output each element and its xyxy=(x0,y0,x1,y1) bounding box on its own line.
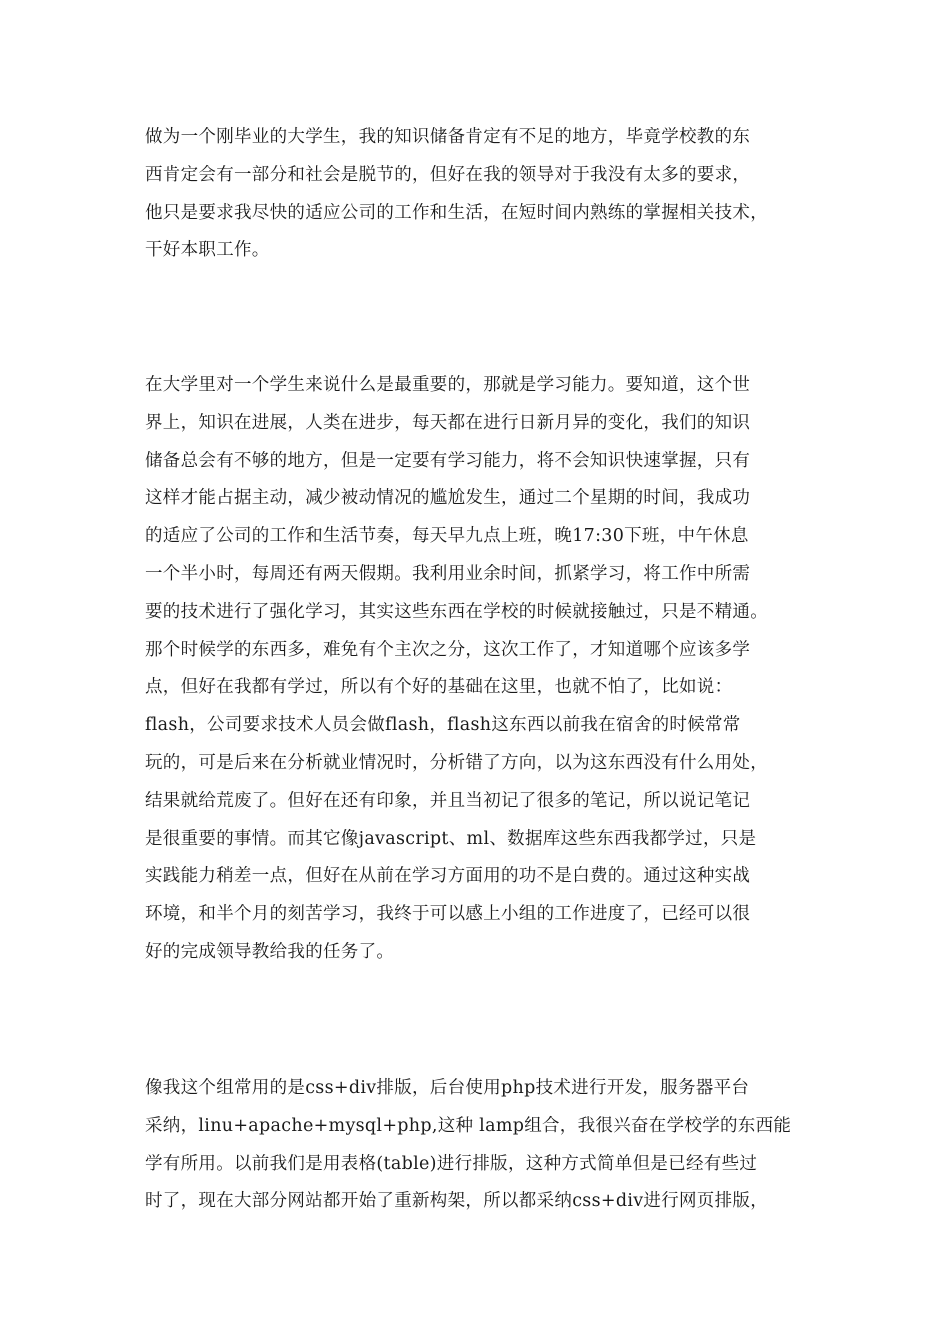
text-line: 做为一个刚毕业的大学生，我的知识储备肯定有不足的地方，毕竟学校教的东 xyxy=(145,127,751,147)
text-line: 在大学里对一个学生来说什么是最重要的，那就是学习能力。要知道，这个世 xyxy=(145,375,751,395)
text-line: 他只是要求我尽快的适应公司的工作和生活，在短时间内熟练的掌握相关技术， xyxy=(145,202,768,223)
text-line: 这样才能占据主动，减少被动情况的尴尬发生，通过二个星期的时间，我成功 xyxy=(145,488,751,509)
text-line: 那个时候学的东西多，难免有个主次之分，这次工作了，才知道哪个应该多学 xyxy=(145,639,751,660)
text-line: 要的技术进行了强化学习，其实这些东西在学校的时候就接触过，只是不精通。 xyxy=(145,601,768,622)
text-line: 干好本职工作。 xyxy=(145,240,270,261)
text-line: flash，公司要求技术人员会做flash，flash这东西以前我在宿舍的时候常常 xyxy=(145,715,741,736)
text-line: 是很重要的事情。而其它像javascript、ml、数据库这些东西我都学过，只是 xyxy=(145,828,757,849)
text-line: 结果就给荒废了。但好在还有印象，并且当初记了很多的笔记，所以说记笔记 xyxy=(145,790,751,811)
paragraph-1 xyxy=(145,119,810,270)
text-line: 储备总会有不够的地方，但是一定要有学习能力，将不会知识快速掌握，只有 xyxy=(145,450,751,471)
text-line: 好的完成领导教给我的任务了。 xyxy=(145,941,395,962)
paragraph-2 xyxy=(145,367,810,972)
paragraph-3 xyxy=(145,1070,810,1221)
text-line: 玩的，可是后来在分析就业情况时，分析错了方向，以为这东西没有什么用处， xyxy=(145,752,768,773)
text-line: 西肯定会有一部分和社会是脱节的，但好在我的领导对于我没有太多的要求， xyxy=(145,164,751,185)
text-line: 的适应了公司的工作和生活节奏，每天早九点上班，晚17:30下班，中午休息 xyxy=(145,526,749,547)
text-line: 采纳，linu+apache+mysql+php,这种 lamp组合，我很兴奋在学校学的东西能 xyxy=(145,1115,792,1136)
text-line: 时了，现在大部分网站都开始了重新构架，所以都采纳css+div进行网页排版， xyxy=(145,1191,769,1212)
text-line: 一个半小时，每周还有两天假期。我利用业余时间，抓紧学习，将工作中所需 xyxy=(145,563,751,584)
text-line: 实践能力稍差一点，但好在从前在学习方面用的功不是白费的。通过这种实战 xyxy=(145,866,751,887)
text-line: 环境，和半个月的刻苦学习，我终于可以感上小组的工作进度了，已经可以很 xyxy=(145,904,751,925)
text-line: 点，但好在我都有学过，所以有个好的基础在这里，也就不怕了，比如说： xyxy=(145,677,733,698)
text-line: 界上，知识在进展，人类在进步，每天都在进行日新月异的变化，我们的知识 xyxy=(145,412,751,433)
text-line: 学有所用。以前我们是用表格(table)进行排版，这种方式简单但是已经有些过 xyxy=(145,1153,758,1174)
text-line: 像我这个组常用的是css+div排版，后台使用php技术进行开发，服务器平台 xyxy=(145,1078,750,1098)
